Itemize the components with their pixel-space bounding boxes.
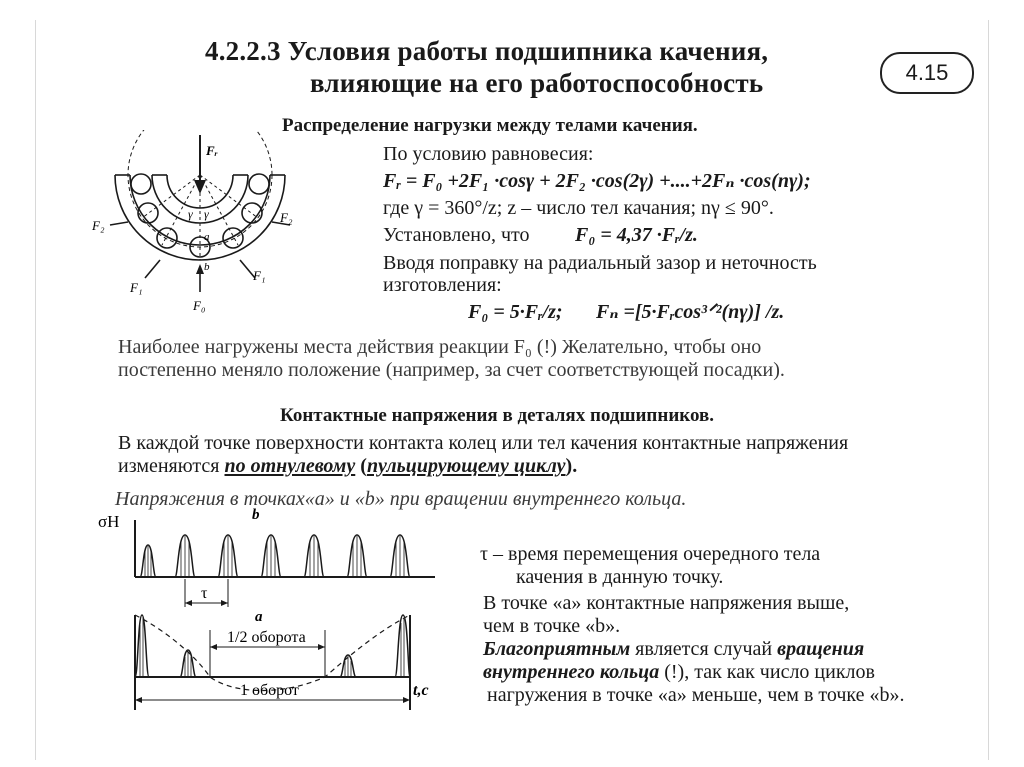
stress-time-graph <box>95 505 445 730</box>
label-gamma-right: γ <box>204 207 209 221</box>
graph-label-b: b <box>252 507 260 523</box>
label-f2-right: F₂ <box>280 210 293 225</box>
page-number-badge: 4.15 <box>880 52 974 94</box>
favorable-line-2: внутреннего кольца (!), так как число циклов <box>483 661 875 683</box>
established-label: Установлено, что <box>383 224 530 246</box>
tau-label: τ <box>201 585 208 602</box>
label-f1-right: F₁ <box>253 268 266 283</box>
graph-caption: Напряжения в точках«a» и «b» при вращении внутреннего кольца. <box>115 488 687 510</box>
tau-definition-1: τ – время перемещения очередного тела <box>480 543 821 565</box>
full-turn-label: 1 оборот <box>240 682 299 699</box>
label-fr: Fᵣ <box>206 143 218 158</box>
point-a-note-2: чем в точке «b». <box>483 615 621 637</box>
contact-stress-line-1: В каждой точке поверхности контакта колец или тел качения контактные напряжения <box>118 432 849 454</box>
favorable-line-3: нагружения в точке «a» меньше, чем в точке «b». <box>487 684 905 706</box>
point-a-note-1: В точке «a» контактные напряжения выше, <box>483 592 850 614</box>
bearing-load-diagram <box>90 130 310 330</box>
page-title-line-2: влияющие на его работоспособность <box>310 68 764 98</box>
label-f0: F₀ <box>193 298 206 313</box>
sigma-axis-label: σН <box>98 512 120 531</box>
force-equation: Fᵣ = F₀ +2F₁ ·cosγ + 2F₂ ·cos(2γ) +....+2Fₙ ·cos(nγ); <box>383 170 811 192</box>
label-gamma-left: γ <box>188 207 193 221</box>
frame-left <box>35 20 36 760</box>
label-f2-left: F₂ <box>92 218 105 233</box>
contact-stress-line-2: изменяются по отнулевому (пульцирующему циклу). <box>118 455 578 477</box>
manufacturing-line: изготовления: <box>383 274 502 296</box>
time-axis-label: t,c <box>413 682 429 699</box>
f0-formula-437: F₀ = 4,37 ·Fᵣ/z. <box>575 224 698 246</box>
max-load-paragraph-2: постепенно меняло положение (например, за счет соответствующей посадки). <box>118 359 785 381</box>
max-load-paragraph-1: Наиболее нагружены места действия реакции F₀ (!) Желательно, чтобы оно <box>118 336 762 358</box>
half-turn-label: 1/2 оборота <box>227 629 306 646</box>
pulsating-cycle-term: пульцирующему циклу <box>366 455 566 477</box>
section2-heading: Контактные напряжения в деталях подшипников. <box>280 405 715 426</box>
frame-right <box>988 20 989 760</box>
tau-definition-2: качения в данную точку. <box>516 566 724 588</box>
equilibrium-line: По условию равновесия: <box>383 143 594 165</box>
label-f1-left: F₁ <box>130 280 143 295</box>
favorable-line-1: Благоприятным является случай вращения <box>483 638 865 660</box>
graph-label-a: a <box>255 609 263 625</box>
page-title-line-1: 4.2.2.3 Условия работы подшипника качения, <box>205 36 769 66</box>
gamma-definition: где γ = 360°/z; z – число тел качания; nγ ≤ 90°. <box>383 197 774 219</box>
correction-line: Вводя поправку на радиальный зазор и неточность <box>383 252 817 274</box>
fn-formula: Fₙ =[5·Fᵣcos³ᐟ²(nγ)] /z. <box>596 301 785 323</box>
label-point-a: a <box>204 231 210 243</box>
zero-cycle-term: по отнулевому <box>224 455 356 477</box>
section1-heading: Распределение нагрузки между телами качения. <box>282 115 698 136</box>
label-point-b: b <box>204 261 210 273</box>
f0-formula-5: F₀ = 5·Fᵣ/z; <box>468 301 563 323</box>
